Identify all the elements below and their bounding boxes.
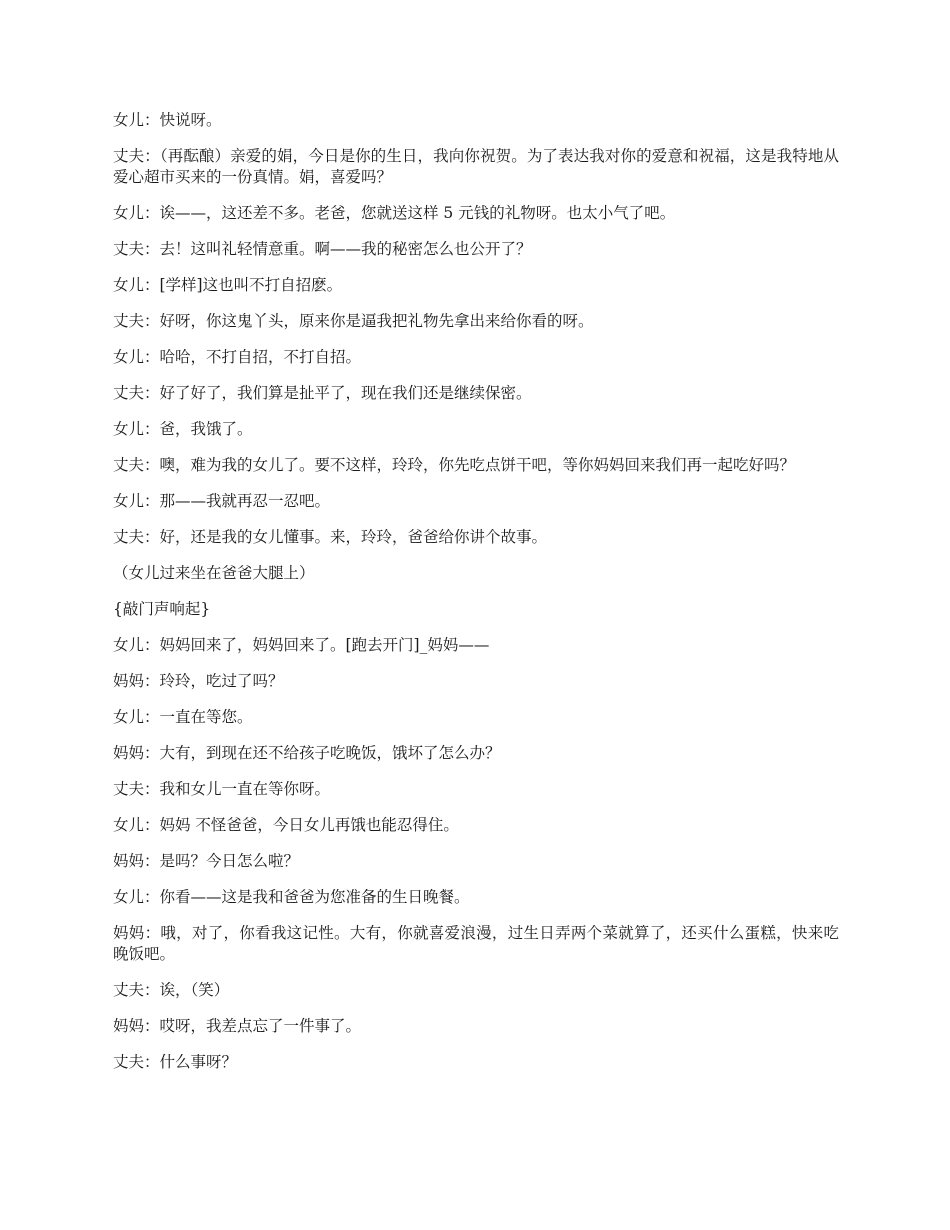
dialogue-line: 女儿：妈妈 不怪爸爸，今日女儿再饿也能忍得住。 <box>113 816 459 834</box>
dialogue-line: 丈夫：噢，难为我的女儿了。要不这样，玲玲，你先吃点饼干吧，等你妈妈回来我们再一起吃好吗？ <box>113 456 796 474</box>
sound-effect: {敲门声响起} <box>113 600 211 618</box>
dialogue-line: 妈妈：大有，到现在还不给孩子吃晚饭，饿坏了怎么办？ <box>113 744 501 762</box>
dialogue-line: 女儿：你看——这是我和爸爸为您准备的生日晚餐。 <box>113 888 470 906</box>
dialogue-line: 女儿：妈妈回来了，妈妈回来了。[跑去开门]_妈妈—— <box>113 636 490 654</box>
dialogue-line: 丈夫：什么事呀？ <box>113 1053 238 1071</box>
dialogue-line: 女儿：快说呀。 <box>113 111 222 129</box>
dialogue-line: 丈夫：（再酝酿）亲爱的娟，今日是你的生日，我向你祝贺。为了表达我对你的爱意和祝福，这是我特地从爱心超市买来的一份真情。娟，喜爱吗？ <box>113 147 839 186</box>
dialogue-line: 女儿：爸，我饿了。 <box>113 420 253 438</box>
dialogue-line: 丈夫：诶，（笑） <box>113 981 230 999</box>
dialogue-line: 丈夫：去！这叫礼轻情意重。啊——我的秘密怎么也公开了？ <box>113 240 532 258</box>
dialogue-line: 妈妈：是吗？今日怎么啦？ <box>113 852 300 870</box>
document-body <box>113 110 839 1088</box>
dialogue-line: 女儿：那——我就再忍一忍吧。 <box>113 492 331 510</box>
dialogue-line: 妈妈：哎呀，我差点忘了一件事了。 <box>113 1017 362 1035</box>
dialogue-line: 丈夫：好呀，你这鬼丫头，原来你是逼我把礼物先拿出来给你看的呀。 <box>113 312 594 330</box>
dialogue-line: 女儿：[学样]这也叫不打自招麽。 <box>113 276 343 294</box>
dialogue-line: 女儿：哈哈，不打自招，不打自招。 <box>113 348 362 366</box>
dialogue-line: 女儿：诶——，这还差不多。老爸，您就送这样 5 元钱的礼物呀。也太小气了吧。 <box>113 204 676 222</box>
dialogue-line: 妈妈：哦，对了，你看我这记性。大有，你就喜爱浪漫，过生日弄两个菜就算了，还买什么蛋糕，快来吃晚饭吧。 <box>113 924 839 963</box>
dialogue-line: 丈夫：好，还是我的女儿懂事。来，玲玲，爸爸给你讲个故事。 <box>113 528 548 546</box>
stage-direction: （女儿过来坐在爸爸大腿上） <box>113 564 315 582</box>
dialogue-line: 丈夫：好了好了，我们算是扯平了，现在我们还是继续保密。 <box>113 384 532 402</box>
dialogue-line: 丈夫：我和女儿一直在等你呀。 <box>113 780 331 798</box>
dialogue-line: 女儿：一直在等您。 <box>113 708 253 726</box>
dialogue-line: 妈妈：玲玲，吃过了吗？ <box>113 672 284 690</box>
